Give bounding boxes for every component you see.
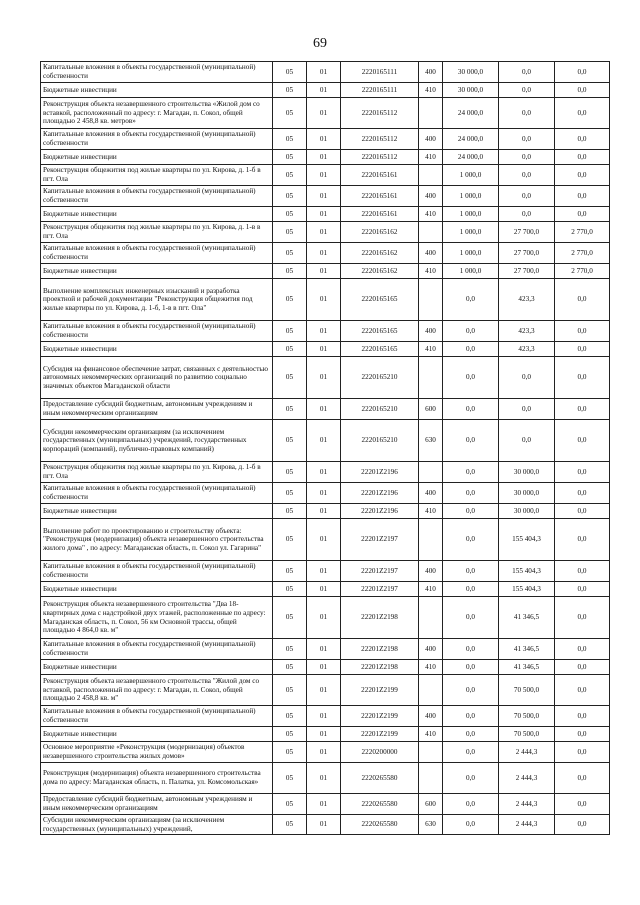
row-amount-year2: 423,3 <box>499 342 555 357</box>
row-subsection: 01 <box>307 207 341 222</box>
row-expense-type <box>419 165 443 186</box>
row-subsection: 01 <box>307 83 341 98</box>
row-section: 05 <box>273 561 307 582</box>
row-expense-type: 630 <box>419 815 443 835</box>
table-row <box>41 794 610 815</box>
row-expense-type <box>419 222 443 243</box>
row-section: 05 <box>273 727 307 742</box>
row-amount-year3: 2 770,0 <box>555 243 610 264</box>
row-target-code: 22201Z2199 <box>341 675 419 706</box>
row-name: Капитальные вложения в объекты государственной (муниципальной) собственности <box>41 129 273 150</box>
row-target-code: 2220200000 <box>341 742 419 763</box>
row-target-code: 2220165165 <box>341 279 419 321</box>
row-amount-year1: 0,0 <box>443 357 499 399</box>
row-target-code: 2220165161 <box>341 186 419 207</box>
row-name: Выполнение комплексных инженерных изысканий и разработка проектной и рабочей документации "Реконструкция общежития под жилые квартиры по ул. Кирова, д. 1-б, 1-в в пгт. Ола" <box>41 279 273 321</box>
row-name: Бюджетные инвестиции <box>41 660 273 675</box>
row-name: Реконструкция общежития под жилые квартиры по ул. Кирова, д. 1-б в пгт. Ола <box>41 165 273 186</box>
table-row <box>41 582 610 597</box>
row-expense-type <box>419 742 443 763</box>
row-subsection: 01 <box>307 321 341 342</box>
row-amount-year2: 2 444,3 <box>499 763 555 794</box>
row-amount-year1: 0,0 <box>443 519 499 561</box>
row-amount-year1: 0,0 <box>443 597 499 639</box>
row-target-code: 22201Z2198 <box>341 639 419 660</box>
row-amount-year3: 0,0 <box>555 186 610 207</box>
row-expense-type: 410 <box>419 342 443 357</box>
row-amount-year2: 2 444,3 <box>499 742 555 763</box>
row-section: 05 <box>273 639 307 660</box>
row-target-code: 2220165165 <box>341 321 419 342</box>
row-amount-year1: 0,0 <box>443 483 499 504</box>
row-amount-year1: 0,0 <box>443 420 499 462</box>
row-name: Капитальные вложения в объекты государственной (муниципальной) собственности <box>41 62 273 83</box>
row-subsection: 01 <box>307 582 341 597</box>
table-row <box>41 706 610 727</box>
row-target-code: 22201Z2199 <box>341 706 419 727</box>
table-row <box>41 62 610 83</box>
row-name: Бюджетные инвестиции <box>41 504 273 519</box>
row-target-code: 2220165162 <box>341 264 419 279</box>
row-amount-year2: 70 500,0 <box>499 706 555 727</box>
row-expense-type <box>419 597 443 639</box>
row-name: Выполнение работ по проектированию и строительству объекта: "Реконструкция (модернизация) объекта незавершенного строительства жилого дома" , по адресу: Магаданская область, п. Сокол ул. Гагарина" <box>41 519 273 561</box>
row-subsection: 01 <box>307 483 341 504</box>
table-row <box>41 342 610 357</box>
table-row <box>41 763 610 794</box>
table-row <box>41 243 610 264</box>
row-subsection: 01 <box>307 98 341 129</box>
row-amount-year3: 0,0 <box>555 706 610 727</box>
row-amount-year1: 0,0 <box>443 582 499 597</box>
row-amount-year2: 30 000,0 <box>499 504 555 519</box>
row-name: Предоставление субсидий бюджетным, автономным учреждениям и иным некоммерческим организациям <box>41 399 273 420</box>
row-section: 05 <box>273 357 307 399</box>
row-section: 05 <box>273 342 307 357</box>
row-amount-year2: 30 000,0 <box>499 462 555 483</box>
row-name: Бюджетные инвестиции <box>41 150 273 165</box>
table-row <box>41 660 610 675</box>
row-amount-year1: 0,0 <box>443 794 499 815</box>
row-name: Капитальные вложения в объекты государственной (муниципальной) собственности <box>41 483 273 504</box>
row-expense-type: 410 <box>419 582 443 597</box>
row-subsection: 01 <box>307 639 341 660</box>
table-row <box>41 264 610 279</box>
row-name: Бюджетные инвестиции <box>41 83 273 98</box>
table-row <box>41 483 610 504</box>
row-section: 05 <box>273 675 307 706</box>
row-target-code: 2220165111 <box>341 62 419 83</box>
row-target-code: 22201Z2197 <box>341 561 419 582</box>
row-expense-type: 400 <box>419 483 443 504</box>
row-name: Реконструкция объекта незавершенного строительства «Жилой дом со вставкой, расположенный по адресу: г. Магадан, п. Сокол, общей площадью 2 458,8 кв. метров» <box>41 98 273 129</box>
row-expense-type: 400 <box>419 706 443 727</box>
row-subsection: 01 <box>307 357 341 399</box>
row-amount-year2: 0,0 <box>499 207 555 222</box>
row-subsection: 01 <box>307 597 341 639</box>
row-amount-year3: 0,0 <box>555 504 610 519</box>
row-name: Бюджетные инвестиции <box>41 264 273 279</box>
row-subsection: 01 <box>307 279 341 321</box>
row-amount-year1: 0,0 <box>443 815 499 835</box>
row-target-code: 2220165162 <box>341 243 419 264</box>
row-amount-year1: 24 000,0 <box>443 129 499 150</box>
row-amount-year1: 0,0 <box>443 639 499 660</box>
row-subsection: 01 <box>307 504 341 519</box>
table-row <box>41 321 610 342</box>
row-amount-year3: 0,0 <box>555 483 610 504</box>
row-expense-type: 400 <box>419 129 443 150</box>
row-target-code: 22201Z2196 <box>341 462 419 483</box>
row-section: 05 <box>273 582 307 597</box>
table-row <box>41 150 610 165</box>
row-expense-type <box>419 675 443 706</box>
row-section: 05 <box>273 763 307 794</box>
row-subsection: 01 <box>307 660 341 675</box>
row-target-code: 2220165112 <box>341 150 419 165</box>
row-amount-year3: 2 770,0 <box>555 264 610 279</box>
row-amount-year3: 0,0 <box>555 420 610 462</box>
row-amount-year2: 70 500,0 <box>499 727 555 742</box>
row-target-code: 2220165210 <box>341 420 419 462</box>
row-amount-year2: 0,0 <box>499 129 555 150</box>
table-row <box>41 98 610 129</box>
row-amount-year1: 30 000,0 <box>443 62 499 83</box>
table-row <box>41 597 610 639</box>
row-subsection: 01 <box>307 264 341 279</box>
row-amount-year3: 0,0 <box>555 462 610 483</box>
row-amount-year1: 30 000,0 <box>443 83 499 98</box>
table-row <box>41 186 610 207</box>
row-amount-year1: 0,0 <box>443 561 499 582</box>
row-amount-year1: 1 000,0 <box>443 264 499 279</box>
row-subsection: 01 <box>307 222 341 243</box>
row-amount-year1: 0,0 <box>443 706 499 727</box>
row-amount-year3: 0,0 <box>555 597 610 639</box>
table-row <box>41 639 610 660</box>
row-target-code: 2220165165 <box>341 342 419 357</box>
row-amount-year1: 1 000,0 <box>443 222 499 243</box>
table-row <box>41 357 610 399</box>
row-amount-year1: 1 000,0 <box>443 165 499 186</box>
row-section: 05 <box>273 243 307 264</box>
row-section: 05 <box>273 706 307 727</box>
row-target-code: 22201Z2198 <box>341 597 419 639</box>
row-amount-year2: 30 000,0 <box>499 483 555 504</box>
row-section: 05 <box>273 462 307 483</box>
row-expense-type <box>419 519 443 561</box>
row-section: 05 <box>273 150 307 165</box>
row-amount-year2: 155 404,3 <box>499 582 555 597</box>
row-target-code: 2220165162 <box>341 222 419 243</box>
row-amount-year1: 0,0 <box>443 321 499 342</box>
budget-table <box>40 61 610 835</box>
row-amount-year2: 27 700,0 <box>499 264 555 279</box>
row-section: 05 <box>273 165 307 186</box>
row-name: Реконструкция общежития под жилые квартиры по ул. Кирова, д. 1-в в пгт. Ола <box>41 222 273 243</box>
row-amount-year1: 0,0 <box>443 763 499 794</box>
row-target-code: 2220265580 <box>341 763 419 794</box>
row-section: 05 <box>273 222 307 243</box>
row-subsection: 01 <box>307 186 341 207</box>
row-amount-year2: 0,0 <box>499 150 555 165</box>
table-row <box>41 675 610 706</box>
row-subsection: 01 <box>307 815 341 835</box>
row-section: 05 <box>273 420 307 462</box>
row-expense-type: 410 <box>419 264 443 279</box>
row-amount-year3: 0,0 <box>555 815 610 835</box>
row-target-code: 2220165210 <box>341 357 419 399</box>
row-expense-type: 600 <box>419 399 443 420</box>
row-amount-year3: 0,0 <box>555 727 610 742</box>
row-target-code: 22201Z2196 <box>341 483 419 504</box>
row-subsection: 01 <box>307 129 341 150</box>
row-amount-year2: 0,0 <box>499 186 555 207</box>
row-subsection: 01 <box>307 706 341 727</box>
row-name: Капитальные вложения в объекты государственной (муниципальной) собственности <box>41 321 273 342</box>
row-amount-year2: 0,0 <box>499 83 555 98</box>
row-expense-type: 410 <box>419 83 443 98</box>
row-section: 05 <box>273 597 307 639</box>
row-amount-year2: 0,0 <box>499 62 555 83</box>
row-expense-type <box>419 357 443 399</box>
row-amount-year2: 41 346,5 <box>499 660 555 675</box>
row-amount-year1: 0,0 <box>443 660 499 675</box>
row-amount-year3: 0,0 <box>555 399 610 420</box>
row-subsection: 01 <box>307 165 341 186</box>
row-name: Реконструкция объекта незавершенного строительства "Два 18-квартирных дома с надстройкой двух этажей, расположенные по адресу: Магаданская область, п. Сокол, 56 км Основной трассы, общей площадью 4 864,0 кв. м" <box>41 597 273 639</box>
row-amount-year1: 1 000,0 <box>443 243 499 264</box>
row-subsection: 01 <box>307 519 341 561</box>
table-row <box>41 462 610 483</box>
row-amount-year1: 1 000,0 <box>443 207 499 222</box>
row-section: 05 <box>273 98 307 129</box>
row-amount-year1: 1 000,0 <box>443 186 499 207</box>
row-section: 05 <box>273 519 307 561</box>
row-name: Реконструкция (модернизация) объекта незавершенного строительства дома по адресу: Магаданская область, п. Палатка, ул. Комсомольская» <box>41 763 273 794</box>
row-amount-year2: 0,0 <box>499 98 555 129</box>
row-amount-year1: 0,0 <box>443 279 499 321</box>
table-row <box>41 742 610 763</box>
row-name: Капитальные вложения в объекты государственной (муниципальной) собственности <box>41 706 273 727</box>
table-row <box>41 399 610 420</box>
row-target-code: 22201Z2196 <box>341 504 419 519</box>
row-subsection: 01 <box>307 794 341 815</box>
row-amount-year3: 0,0 <box>555 207 610 222</box>
row-amount-year2: 70 500,0 <box>499 675 555 706</box>
row-target-code: 2220165161 <box>341 207 419 222</box>
row-section: 05 <box>273 129 307 150</box>
row-section: 05 <box>273 207 307 222</box>
row-amount-year2: 423,3 <box>499 321 555 342</box>
row-subsection: 01 <box>307 342 341 357</box>
row-expense-type: 410 <box>419 150 443 165</box>
row-expense-type: 400 <box>419 561 443 582</box>
row-subsection: 01 <box>307 727 341 742</box>
table-row <box>41 727 610 742</box>
row-amount-year3: 0,0 <box>555 763 610 794</box>
row-target-code: 22201Z2199 <box>341 727 419 742</box>
row-section: 05 <box>273 660 307 675</box>
row-section: 05 <box>273 504 307 519</box>
row-expense-type: 400 <box>419 321 443 342</box>
row-amount-year3: 2 770,0 <box>555 222 610 243</box>
row-amount-year3: 0,0 <box>555 639 610 660</box>
row-amount-year2: 0,0 <box>499 420 555 462</box>
table-row <box>41 83 610 98</box>
row-amount-year2: 155 404,3 <box>499 561 555 582</box>
row-amount-year2: 0,0 <box>499 399 555 420</box>
row-expense-type: 410 <box>419 660 443 675</box>
row-target-code: 22201Z2197 <box>341 519 419 561</box>
row-expense-type <box>419 279 443 321</box>
row-expense-type: 410 <box>419 504 443 519</box>
row-section: 05 <box>273 264 307 279</box>
row-target-code: 2220165210 <box>341 399 419 420</box>
row-expense-type: 400 <box>419 62 443 83</box>
row-section: 05 <box>273 186 307 207</box>
row-amount-year1: 0,0 <box>443 504 499 519</box>
row-expense-type: 400 <box>419 639 443 660</box>
table-row <box>41 129 610 150</box>
row-expense-type <box>419 763 443 794</box>
row-name: Капитальные вложения в объекты государственной (муниципальной) собственности <box>41 639 273 660</box>
row-target-code: 22201Z2197 <box>341 582 419 597</box>
row-amount-year3: 0,0 <box>555 321 610 342</box>
row-amount-year3: 0,0 <box>555 165 610 186</box>
row-amount-year3: 0,0 <box>555 561 610 582</box>
row-amount-year1: 0,0 <box>443 462 499 483</box>
row-amount-year3: 0,0 <box>555 794 610 815</box>
row-amount-year3: 0,0 <box>555 357 610 399</box>
row-target-code: 2220165112 <box>341 98 419 129</box>
table-row <box>41 420 610 462</box>
row-amount-year1: 0,0 <box>443 399 499 420</box>
row-amount-year2: 41 346,5 <box>499 597 555 639</box>
row-name: Капитальные вложения в объекты государственной (муниципальной) собственности <box>41 561 273 582</box>
row-amount-year2: 2 444,3 <box>499 815 555 835</box>
row-amount-year1: 0,0 <box>443 742 499 763</box>
row-name: Бюджетные инвестиции <box>41 582 273 597</box>
row-expense-type: 400 <box>419 243 443 264</box>
row-subsection: 01 <box>307 763 341 794</box>
row-section: 05 <box>273 742 307 763</box>
row-name: Субсидия на финансовое обеспечение затрат, связанных с деятельностью автономных некоммерческих организаций по развитию социально значимых объектов Магаданской области <box>41 357 273 399</box>
row-amount-year3: 0,0 <box>555 98 610 129</box>
row-name: Бюджетные инвестиции <box>41 342 273 357</box>
row-amount-year3: 0,0 <box>555 660 610 675</box>
row-expense-type <box>419 98 443 129</box>
row-amount-year1: 0,0 <box>443 727 499 742</box>
table-row <box>41 504 610 519</box>
row-subsection: 01 <box>307 62 341 83</box>
row-amount-year2: 2 444,3 <box>499 794 555 815</box>
row-amount-year2: 27 700,0 <box>499 222 555 243</box>
row-expense-type: 630 <box>419 420 443 462</box>
row-subsection: 01 <box>307 742 341 763</box>
row-amount-year3: 0,0 <box>555 742 610 763</box>
row-section: 05 <box>273 83 307 98</box>
row-amount-year3: 0,0 <box>555 83 610 98</box>
row-amount-year1: 24 000,0 <box>443 150 499 165</box>
row-subsection: 01 <box>307 420 341 462</box>
row-target-code: 2220265580 <box>341 794 419 815</box>
row-section: 05 <box>273 321 307 342</box>
row-subsection: 01 <box>307 150 341 165</box>
row-amount-year2: 0,0 <box>499 165 555 186</box>
row-name: Субсидии некоммерческим организациям (за исключением государственных (муниципальных) учреждений, <box>41 815 273 835</box>
row-section: 05 <box>273 399 307 420</box>
table-row <box>41 561 610 582</box>
row-subsection: 01 <box>307 675 341 706</box>
row-name: Капитальные вложения в объекты государственной (муниципальной) собственности <box>41 243 273 264</box>
row-subsection: 01 <box>307 399 341 420</box>
row-name: Субсидии некоммерческим организациям (за исключением государственных (муниципальных) учреждений, государственных корпораций (компаний), публично-правовых компаний) <box>41 420 273 462</box>
row-expense-type: 600 <box>419 794 443 815</box>
row-target-code: 2220165112 <box>341 129 419 150</box>
row-name: Бюджетные инвестиции <box>41 727 273 742</box>
row-amount-year3: 0,0 <box>555 582 610 597</box>
row-amount-year2: 423,3 <box>499 279 555 321</box>
table-row <box>41 165 610 186</box>
row-amount-year2: 41 346,5 <box>499 639 555 660</box>
row-amount-year3: 0,0 <box>555 675 610 706</box>
row-subsection: 01 <box>307 561 341 582</box>
row-amount-year2: 27 700,0 <box>499 243 555 264</box>
row-name: Капитальные вложения в объекты государственной (муниципальной) собственности <box>41 186 273 207</box>
row-amount-year2: 0,0 <box>499 357 555 399</box>
row-expense-type: 400 <box>419 186 443 207</box>
row-name: Бюджетные инвестиции <box>41 207 273 222</box>
row-target-code: 2220265580 <box>341 815 419 835</box>
row-name: Реконструкция объекта незавершенного строительства "Жилой дом со вставкой, расположенный по адресу: г. Магадан, п. Сокол, общей площадью 2 458,8 кв. м" <box>41 675 273 706</box>
table-row <box>41 222 610 243</box>
row-section: 05 <box>273 794 307 815</box>
row-section: 05 <box>273 483 307 504</box>
row-section: 05 <box>273 62 307 83</box>
table-row <box>41 279 610 321</box>
row-name: Предоставление субсидий бюджетным, автономным учреждениям и иным некоммерческим организациям <box>41 794 273 815</box>
row-name: Основное мероприятие «Реконструкция (модернизация) объектов незавершенного строительства жилых домов» <box>41 742 273 763</box>
row-amount-year3: 0,0 <box>555 279 610 321</box>
page-number: 69 <box>313 36 327 51</box>
table-row <box>41 207 610 222</box>
row-amount-year2: 155 404,3 <box>499 519 555 561</box>
row-target-code: 2220165161 <box>341 165 419 186</box>
row-amount-year1: 0,0 <box>443 342 499 357</box>
row-target-code: 22201Z2198 <box>341 660 419 675</box>
row-section: 05 <box>273 279 307 321</box>
row-subsection: 01 <box>307 462 341 483</box>
row-amount-year3: 0,0 <box>555 62 610 83</box>
row-name: Реконструкция общежития под жилые квартиры по ул. Кирова, д. 1-б в пгт. Ола <box>41 462 273 483</box>
row-amount-year1: 24 000,0 <box>443 98 499 129</box>
table-row <box>41 815 610 835</box>
table-row <box>41 519 610 561</box>
row-expense-type <box>419 462 443 483</box>
row-expense-type: 410 <box>419 727 443 742</box>
row-target-code: 2220165111 <box>341 83 419 98</box>
row-expense-type: 410 <box>419 207 443 222</box>
row-amount-year3: 0,0 <box>555 342 610 357</box>
row-amount-year1: 0,0 <box>443 675 499 706</box>
row-subsection: 01 <box>307 243 341 264</box>
row-amount-year3: 0,0 <box>555 519 610 561</box>
row-amount-year3: 0,0 <box>555 129 610 150</box>
row-amount-year3: 0,0 <box>555 150 610 165</box>
row-section: 05 <box>273 815 307 835</box>
